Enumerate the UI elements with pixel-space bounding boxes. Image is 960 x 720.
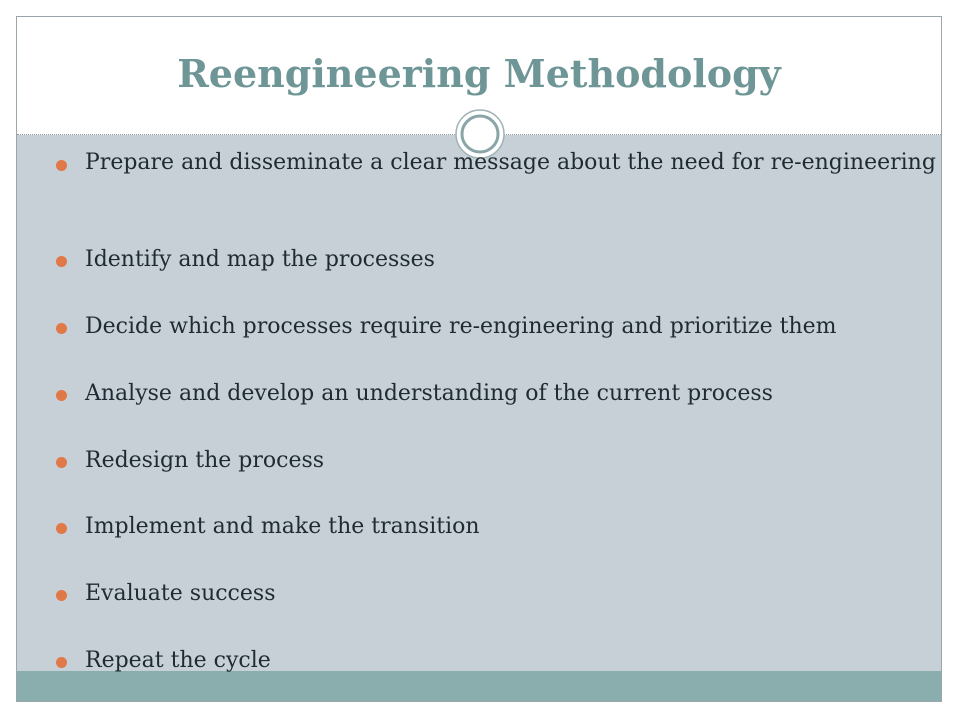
bullet-icon	[56, 323, 67, 334]
bullet-text: Evaluate success	[85, 581, 276, 606]
bullet-icon	[56, 256, 67, 267]
bullet-text: Identify and map the processes	[85, 247, 435, 272]
bullet-item	[55, 648, 942, 674]
bullet-icon	[56, 523, 67, 534]
footer-band	[17, 671, 941, 702]
bullet-item	[55, 381, 942, 407]
bullet-text: Implement and make the transition	[85, 514, 480, 539]
slide	[16, 16, 942, 702]
bullet-icon	[56, 590, 67, 601]
bullet-icon	[56, 457, 67, 468]
bullet-item	[55, 581, 942, 607]
bullet-item	[55, 247, 942, 273]
bullet-text: Repeat the cycle	[85, 648, 271, 673]
bullet-item	[55, 514, 942, 540]
bullet-item	[55, 448, 942, 474]
bullet-item	[55, 151, 942, 175]
bullet-text: Decide which processes require re-engineering and prioritize them	[85, 314, 837, 339]
bullet-icon	[56, 390, 67, 401]
bullet-text: Redesign the process	[85, 448, 325, 473]
slide-title: Reengineering Methodology	[177, 51, 781, 96]
bullet-item	[55, 314, 942, 340]
bullet-text: Prepare and disseminate a clear message about the need for re-engineering	[85, 150, 936, 175]
bullet-icon	[56, 657, 67, 668]
bullet-icon	[56, 160, 67, 171]
bullet-text: Analyse and develop an understanding of the current process	[85, 381, 773, 406]
